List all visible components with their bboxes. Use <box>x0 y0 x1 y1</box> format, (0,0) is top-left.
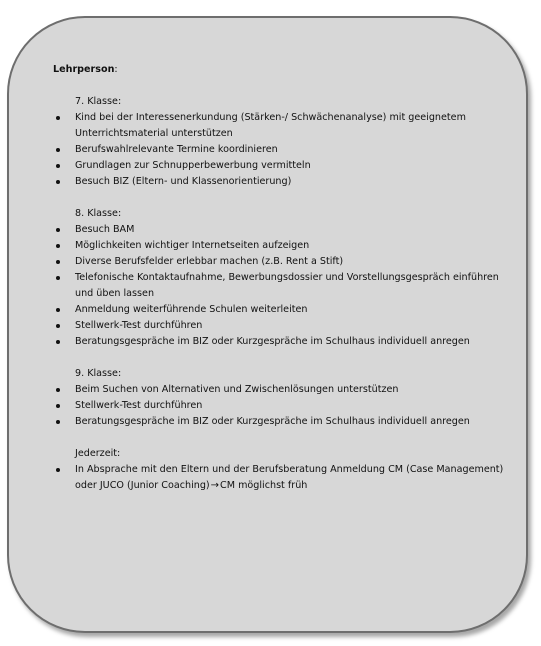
section-8-klasse <box>53 206 508 350</box>
page-title <box>53 62 508 78</box>
section-9-klasse <box>53 366 508 430</box>
section-title: Jederzeit: <box>75 448 121 459</box>
list-item-text: Besuch BAM <box>75 224 135 235</box>
list-item-text: Möglichkeiten wichtiger Internetseiten aufzeigen <box>75 240 310 251</box>
bullet-icon <box>56 164 60 168</box>
list-item-text: Telefonische Kontaktaufnahme, Bewerbungsdossier und Vorstellungsgespräch einführen und üben lassen <box>75 272 499 299</box>
bullet-icon <box>56 388 60 392</box>
list-item <box>53 110 508 142</box>
list-item <box>53 222 508 238</box>
list-item <box>53 398 508 414</box>
list-item <box>53 318 508 334</box>
bullet-icon <box>56 324 60 328</box>
list-item-text: Diverse Berufsfelder erlebbar machen (z.B. Rent a Stift) <box>75 256 344 267</box>
list-item <box>53 142 508 158</box>
arrow-right-icon: → <box>210 480 220 491</box>
list-item-text: Kind bei der Interessenerkundung (Stärken-/ Schwächenanalyse) mit geeignetem Unterrichtsmaterial unterstützen <box>75 112 466 139</box>
bullet-icon <box>56 244 60 248</box>
list-item <box>53 382 508 398</box>
list-item <box>53 174 508 190</box>
list-item <box>53 334 508 350</box>
section-jederzeit <box>53 446 508 494</box>
bullet-list <box>53 462 508 494</box>
bullet-list <box>53 110 508 190</box>
bullet-list <box>53 222 508 350</box>
section-title: 9. Klasse: <box>75 368 122 379</box>
section-title: 8. Klasse: <box>75 208 122 219</box>
bullet-icon <box>56 228 60 232</box>
list-item <box>53 238 508 254</box>
list-item <box>53 462 508 494</box>
list-item-text: Beratungsgespräche im BIZ oder Kurzgespräche im Schulhaus individuell anregen <box>75 336 470 347</box>
bullet-icon <box>56 404 60 408</box>
list-item-text: Berufswahlrelevante Termine koordinieren <box>75 144 278 155</box>
list-item-text-continued: CM möglichst früh <box>220 480 308 491</box>
list-item <box>53 302 508 318</box>
list-item-text: In Absprache mit den Eltern und der Berufsberatung Anmeldung CM (Case Management) oder JUCO (Junior Coaching) <box>75 464 504 491</box>
list-item <box>53 158 508 174</box>
list-item-text: Stellwerk-Test durchführen <box>75 320 203 331</box>
section-7-klasse <box>53 94 508 190</box>
list-item <box>53 270 508 302</box>
bullet-icon <box>56 340 60 344</box>
bullet-icon <box>56 116 60 120</box>
section-title: 7. Klasse: <box>75 96 122 107</box>
bullet-list <box>53 382 508 430</box>
bullet-icon <box>56 468 60 472</box>
heading-text: Lehrperson <box>53 64 115 75</box>
bullet-icon <box>56 276 60 280</box>
list-item-text: Beratungsgespräche im BIZ oder Kurzgespräche im Schulhaus individuell anregen <box>75 416 470 427</box>
list-item <box>53 414 508 430</box>
bullet-icon <box>56 420 60 424</box>
document-content <box>53 62 508 494</box>
list-item-text: Beim Suchen von Alternativen und Zwischenlösungen unterstützen <box>75 384 399 395</box>
list-item-text: Grundlagen zur Schnupperbewerbung vermitteln <box>75 160 311 171</box>
list-item-text: Stellwerk-Test durchführen <box>75 400 203 411</box>
bullet-icon <box>56 308 60 312</box>
bullet-icon <box>56 260 60 264</box>
heading-colon: : <box>114 64 118 75</box>
list-item-text: Besuch BIZ (Eltern- und Klassenorientierung) <box>75 176 292 187</box>
list-item-text: Anmeldung weiterführende Schulen weiterleiten <box>75 304 308 315</box>
bullet-icon <box>56 180 60 184</box>
list-item <box>53 254 508 270</box>
bullet-icon <box>56 148 60 152</box>
